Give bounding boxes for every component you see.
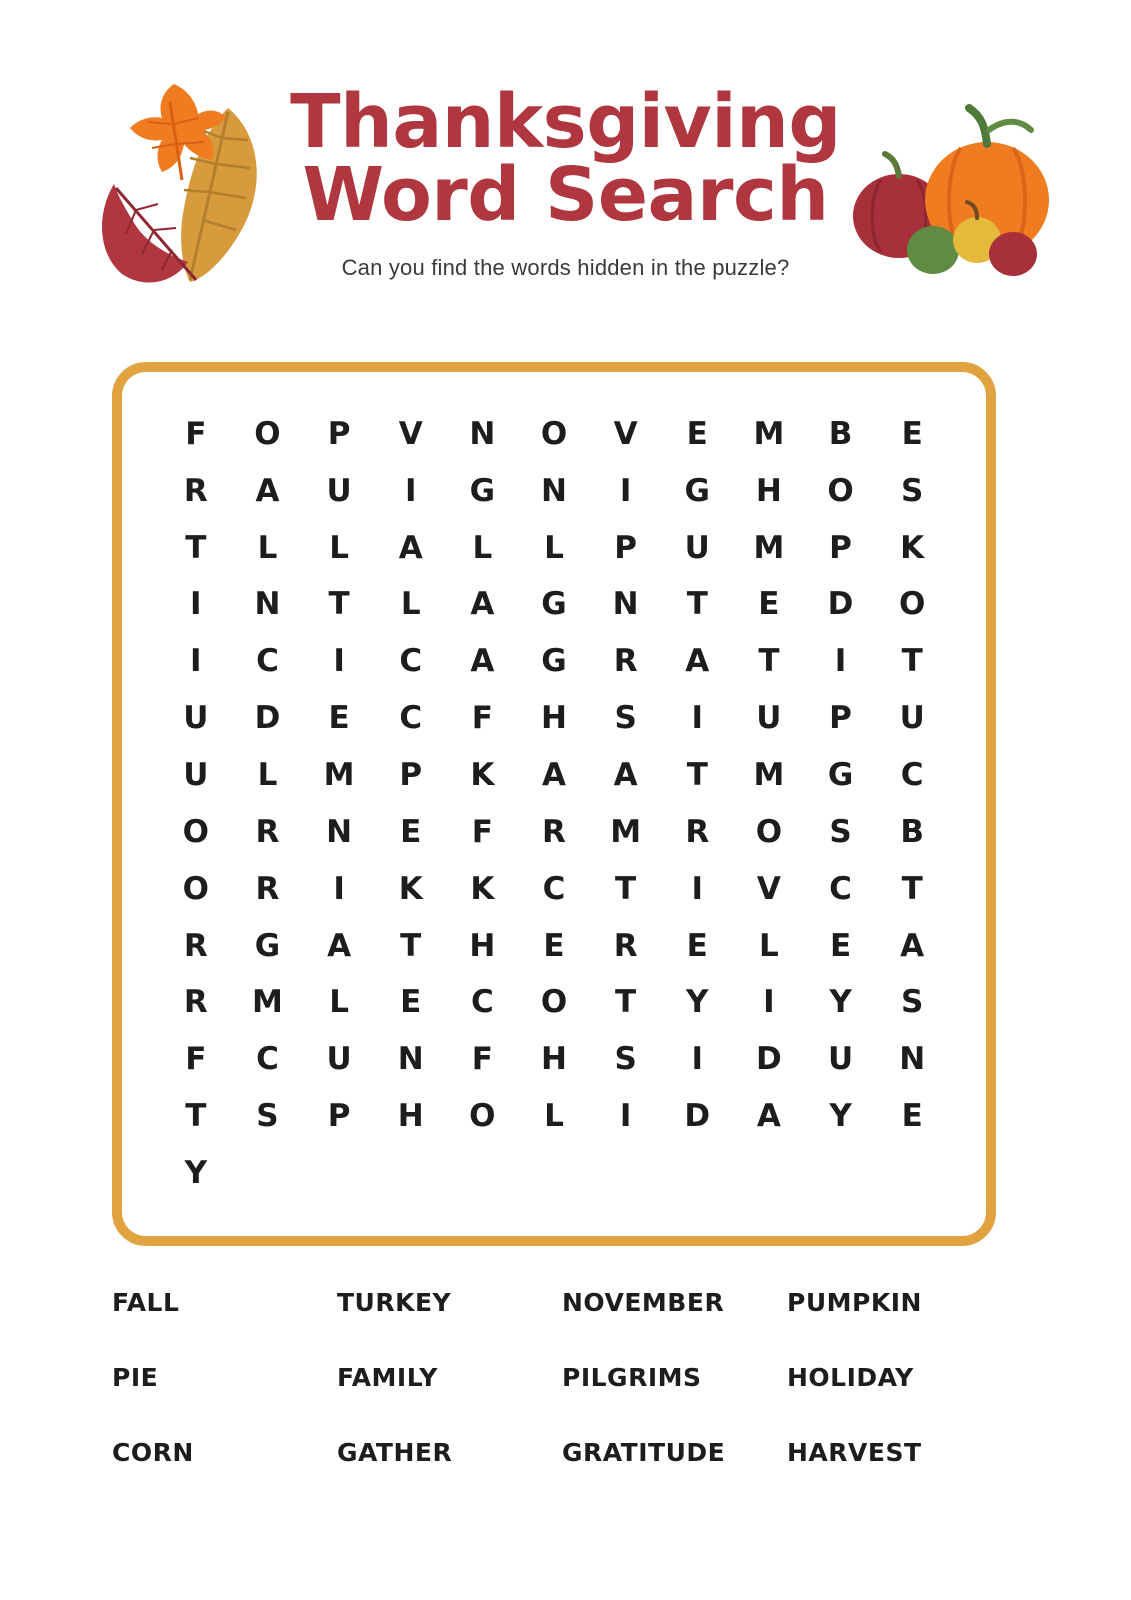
grid-cell[interactable]: Y (829, 984, 852, 1021)
title-line-1: Thanksgiving (290, 79, 841, 165)
grid-cell[interactable]: U (326, 472, 352, 509)
grid-cell[interactable]: L (329, 984, 349, 1021)
word-list-item[interactable]: GRATITUDE (562, 1438, 726, 1467)
grid-cell[interactable]: C (542, 870, 566, 907)
grid-cell[interactable]: R (183, 984, 208, 1021)
word-list-item[interactable]: HARVEST (787, 1438, 922, 1467)
grid-cell[interactable]: M (610, 813, 642, 850)
grid-cell[interactable]: D (756, 1041, 782, 1078)
grid-cell[interactable]: S (829, 813, 852, 850)
grid-cell[interactable]: V (398, 415, 423, 452)
grid-cell[interactable]: I (333, 643, 345, 680)
grid-cell[interactable]: N (254, 586, 281, 623)
grid-cell[interactable]: T (185, 529, 207, 566)
grid-cell[interactable]: I (691, 1041, 704, 1078)
grid-cell[interactable]: N (326, 813, 353, 850)
grid-cell[interactable]: Y (686, 984, 709, 1021)
grid-cell[interactable]: E (758, 586, 780, 623)
grid-cell[interactable]: L (257, 529, 278, 566)
grid-cell[interactable]: I (619, 472, 632, 509)
grid-cell[interactable]: P (829, 529, 852, 566)
grid-cell[interactable]: S (614, 700, 637, 737)
grid-cell[interactable]: T (901, 870, 923, 907)
grid-cell[interactable]: C (399, 643, 423, 680)
grid-cell[interactable]: N (397, 1041, 424, 1078)
grid-cell[interactable]: P (327, 415, 351, 452)
grid-cell[interactable]: O (540, 415, 568, 452)
grid-cell[interactable]: R (613, 643, 638, 680)
grid-cell[interactable]: C (256, 1041, 279, 1078)
grid-cell[interactable]: S (256, 1098, 279, 1135)
grid-cell[interactable]: O (469, 1098, 496, 1135)
grid-cell[interactable]: V (756, 870, 781, 907)
grid-cell[interactable]: T (686, 757, 708, 794)
grid-cell[interactable]: I (619, 1098, 632, 1135)
grid-cell[interactable]: K (470, 870, 495, 907)
grid-cell[interactable]: C (399, 700, 423, 737)
word-list-item[interactable]: PILGRIMS (562, 1363, 702, 1392)
grid-cell[interactable]: I (404, 472, 417, 509)
word-list-item[interactable]: FALL (112, 1288, 180, 1317)
grid-cell[interactable]: R (613, 927, 638, 964)
grid-cell[interactable]: N (541, 472, 567, 509)
word-list-item[interactable]: GATHER (337, 1438, 453, 1467)
grid-cell[interactable]: B (900, 813, 924, 850)
grid-cell[interactable]: A (470, 586, 495, 623)
grid-cell[interactable]: I (691, 700, 704, 737)
word-list-item[interactable]: FAMILY (337, 1363, 438, 1392)
grid-cell[interactable]: T (901, 643, 923, 680)
grid-cell[interactable]: L (759, 927, 779, 964)
grid-cell[interactable]: N (469, 415, 496, 452)
grid-cell[interactable]: P (614, 529, 637, 566)
grid-cell[interactable]: O (254, 415, 281, 452)
grid-cell[interactable]: D (827, 586, 854, 623)
grid-cell[interactable]: A (255, 472, 280, 509)
grid-cell[interactable]: I (190, 643, 202, 680)
grid-cell[interactable]: E (543, 927, 565, 964)
grid-cell[interactable]: R (255, 813, 280, 850)
grid-cell[interactable]: M (252, 984, 283, 1021)
grid-cell[interactable]: A (470, 643, 495, 680)
grid-cell[interactable]: P (829, 700, 852, 737)
grid-cell[interactable]: E (901, 415, 923, 452)
grid-cell[interactable]: U (183, 757, 209, 794)
word-search-grid[interactable] (112, 362, 996, 1246)
grid-cell[interactable]: E (686, 415, 708, 452)
grid-cell[interactable]: U (756, 700, 782, 737)
grid-cell[interactable]: O (182, 813, 209, 850)
grid-cell[interactable]: A (756, 1098, 781, 1135)
grid-cell[interactable]: U (827, 1041, 854, 1078)
word-list-item[interactable]: CORN (112, 1438, 194, 1467)
grid-cell[interactable]: R (183, 927, 208, 964)
grid-cell[interactable]: E (901, 1098, 923, 1135)
grid-cell[interactable]: E (829, 927, 852, 964)
grid-cell[interactable]: T (615, 984, 637, 1021)
grid-cell[interactable]: S (901, 472, 924, 509)
grid-cell[interactable]: Y (829, 1098, 852, 1135)
grid-cell[interactable]: U (899, 700, 925, 737)
grid-cell[interactable]: G (469, 472, 496, 509)
grid-cell[interactable]: C (900, 757, 924, 794)
grid-cell[interactable]: M (323, 757, 355, 794)
grid-cell[interactable]: L (400, 586, 421, 623)
grid-cell[interactable]: K (398, 870, 423, 907)
grid-cell[interactable]: L (257, 757, 278, 794)
grid-cell[interactable]: D (684, 1098, 711, 1135)
grid-cell[interactable]: T (686, 586, 708, 623)
grid-cell[interactable]: G (541, 643, 567, 680)
grid-cell[interactable]: H (541, 700, 567, 737)
grid-cell[interactable]: K (900, 529, 925, 566)
grid-cell[interactable]: O (827, 472, 854, 509)
grid-cell[interactable]: M (753, 757, 785, 794)
grid-cell[interactable]: E (328, 700, 350, 737)
grid-cell[interactable]: D (254, 700, 281, 737)
grid-cell[interactable]: I (333, 870, 345, 907)
grid-cell[interactable]: V (613, 415, 638, 452)
pumpkins-icon (841, 88, 1061, 288)
grid-cell[interactable]: T (758, 643, 780, 680)
grid-cell[interactable]: S (901, 984, 924, 1021)
grid-cell[interactable]: G (827, 757, 854, 794)
word-list (112, 1288, 1012, 1467)
page-header (0, 0, 1131, 330)
grid-cell[interactable]: P (327, 1098, 351, 1135)
grid-cell[interactable]: R (183, 472, 208, 509)
grid-cell[interactable]: C (256, 643, 279, 680)
grid-cell[interactable]: I (763, 984, 775, 1021)
grid-cell[interactable]: L (329, 529, 349, 566)
grid-cell[interactable]: R (685, 813, 710, 850)
grid-cell[interactable]: F (471, 700, 493, 737)
page-subtitle: Can you find the words hidden in the puzzle? (341, 254, 790, 280)
grid-cell[interactable]: I (691, 870, 704, 907)
grid-cell[interactable]: A (613, 757, 638, 794)
grid-cell[interactable]: G (254, 927, 281, 964)
grid-cell[interactable]: H (541, 1041, 567, 1078)
grid-cell[interactable]: A (327, 927, 352, 964)
grid-cell[interactable]: C (829, 870, 852, 907)
grid-cell[interactable]: F (471, 813, 493, 850)
grid-cell[interactable]: L (544, 1098, 564, 1135)
word-list-item[interactable]: TURKEY (337, 1288, 452, 1317)
grid-cell[interactable]: E (400, 984, 422, 1021)
grid-cell[interactable]: N (899, 1041, 926, 1078)
grid-cell[interactable]: F (185, 1041, 207, 1078)
grid-cell[interactable]: N (612, 586, 639, 623)
grid-cell[interactable]: K (470, 757, 495, 794)
grid-cell[interactable]: A (685, 643, 710, 680)
grid-cell[interactable]: T (328, 586, 350, 623)
grid-cell[interactable]: M (753, 529, 785, 566)
grid-cell[interactable]: E (686, 927, 708, 964)
grid-cell[interactable]: I (834, 643, 847, 680)
grid-cell[interactable]: L (544, 529, 564, 566)
grid-cell[interactable]: T (185, 1098, 207, 1135)
grid-cell[interactable]: R (542, 813, 566, 850)
grid-cell[interactable]: F (471, 1041, 493, 1078)
grid-cell[interactable]: L (472, 529, 493, 566)
word-list-item[interactable]: PIE (112, 1363, 159, 1392)
grid-cell[interactable]: U (684, 529, 710, 566)
grid-cell[interactable]: O (898, 586, 926, 623)
grid-cell[interactable]: I (190, 586, 202, 623)
grid-cell[interactable]: Y (184, 1155, 208, 1192)
grid-cell[interactable]: H (755, 472, 782, 509)
grid-cell[interactable]: A (900, 927, 925, 964)
grid-cell[interactable]: O (755, 813, 783, 850)
grid-cell[interactable]: R (255, 870, 280, 907)
grid-cell[interactable]: A (541, 757, 566, 794)
grid-cell[interactable]: B (828, 415, 853, 452)
title-line-2: Word Search (302, 152, 829, 239)
word-list-item[interactable]: NOVEMBER (562, 1288, 725, 1317)
grid-cell[interactable]: G (541, 586, 567, 623)
grid-cell[interactable]: U (326, 1041, 352, 1078)
grid-cell[interactable]: T (615, 870, 637, 907)
grid-cell[interactable]: E (400, 813, 422, 850)
grid-cell[interactable]: P (399, 757, 423, 794)
grid-cell[interactable]: F (185, 415, 207, 452)
grid-cell[interactable]: C (470, 984, 494, 1021)
grid-cell[interactable]: M (753, 415, 785, 452)
grid-cell[interactable]: O (182, 870, 209, 907)
grid-cell[interactable]: O (540, 984, 568, 1021)
grid-cell[interactable]: G (684, 472, 710, 509)
word-list-item[interactable]: HOLIDAY (787, 1363, 914, 1392)
grid-cell[interactable]: T (400, 927, 422, 964)
grid-cell[interactable]: H (397, 1098, 424, 1135)
grid-cell[interactable]: U (183, 700, 209, 737)
grid-cell[interactable]: S (614, 1041, 637, 1078)
grid-cell[interactable]: H (469, 927, 496, 964)
word-list-item[interactable]: PUMPKIN (787, 1288, 922, 1317)
grid-cell[interactable]: A (398, 529, 423, 566)
letter-grid (160, 406, 948, 1202)
